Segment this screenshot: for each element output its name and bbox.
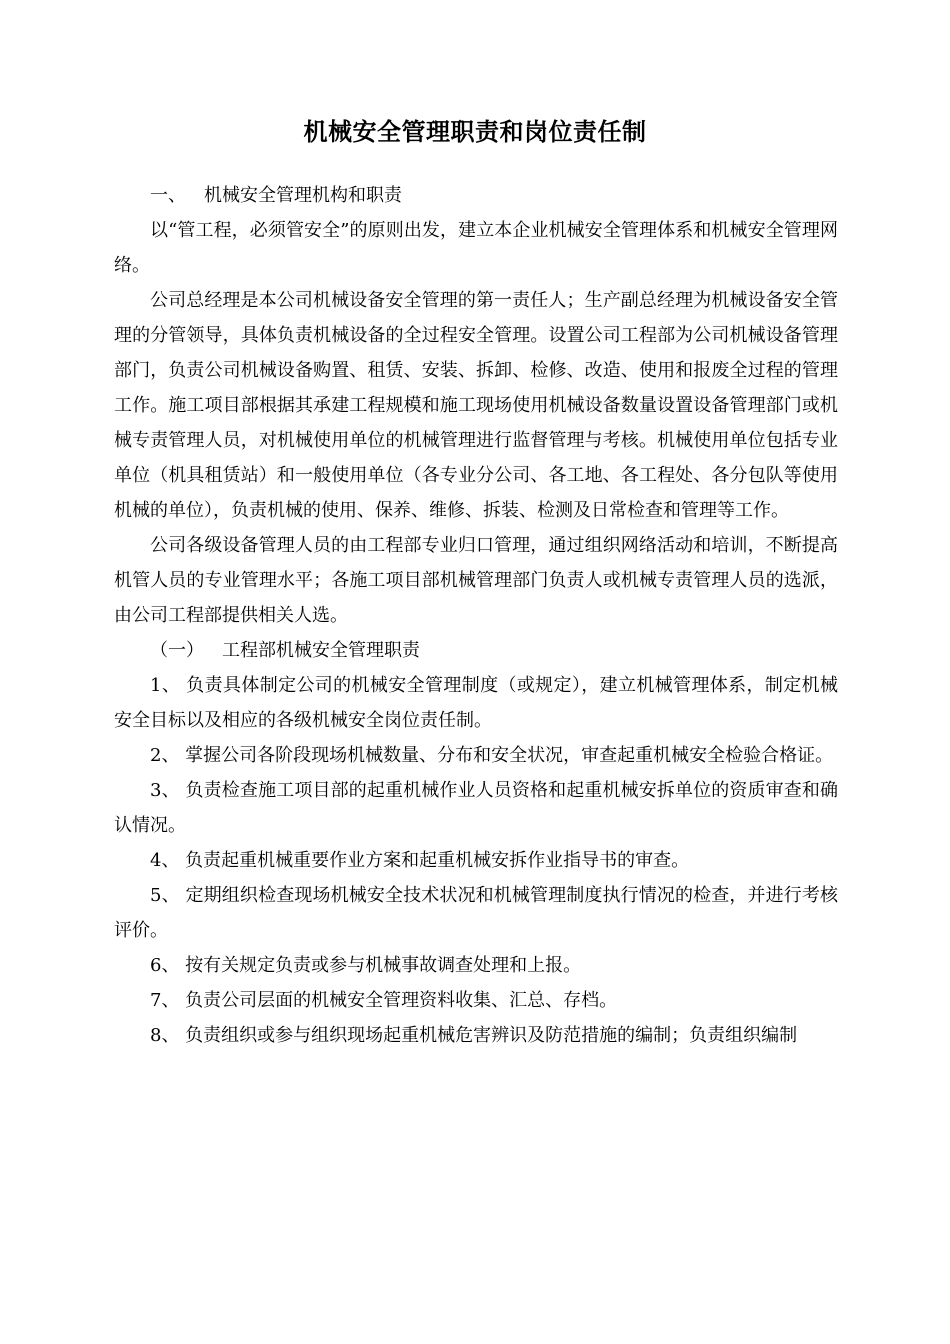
duty-item: 5、 定期组织检查现场机械安全技术状况和机械管理制度执行情况的检查，并进行考核评价。 xyxy=(114,885,838,941)
paragraph: 以“管工程，必须管安全”的原则出发，建立本企业机械安全管理体系和机械安全管理网络。 xyxy=(114,220,838,276)
paragraph: 公司总经理是本公司机械设备安全管理的第一责任人；生产副总经理为机械设备安全管理的分管领导，具体负责机械设备的全过程安全管理。设置公司工程部为公司机械设备管理部门，负责公司机械设备购置、租赁、安装、拆卸、检修、改造、使用和报废全过程的管理工作。施工项目部根据其承建工程规模和施工现场使用机械设备数量设置设备管理部门或机械专责管理人员，对机械使用单位的机械管理进行监督管理与考核。机械使用单位包括专业单位（机具租赁站）和一般使用单位（各专业分公司、各工地、各工程处、各分包队等使用机械的单位），负责机械的使用、保养、维修、拆装、检测及日常检查和管理等工作。 xyxy=(114,290,838,521)
duty-item: 6、 按有关规定负责或参与机械事故调查处理和上报。 xyxy=(150,955,582,976)
section-number: 一、 xyxy=(150,185,186,206)
subsection-number: （一） xyxy=(150,640,204,661)
duty-item: 3、 负责检查施工项目部的起重机械作业人员资格和起重机械安拆单位的资质审查和确认情况。 xyxy=(114,780,838,836)
duty-item: 1、 负责具体制定公司的机械安全管理制度（或规定），建立机械管理体系，制定机械安全目标以及相应的各级机械安全岗位责任制。 xyxy=(114,675,838,731)
subsection-title: 工程部机械安全管理职责 xyxy=(222,640,420,661)
section-title: 机械安全管理机构和职责 xyxy=(204,185,402,206)
duty-item: 2、 掌握公司各阶段现场机械数量、分布和安全状况，审查起重机械安全检验合格证。 xyxy=(150,745,834,766)
paragraph: 公司各级设备管理人员的由工程部专业归口管理，通过组织网络活动和培训，不断提高机管人员的专业管理水平；各施工项目部机械管理部门负责人或机械专责管理人员的选派，由公司工程部提供相关人选。 xyxy=(114,535,838,626)
document-body xyxy=(114,178,838,1053)
duty-item: 7、 负责公司层面的机械安全管理资料收集、汇总、存档。 xyxy=(150,990,618,1011)
duty-item: 8、 负责组织或参与组织现场起重机械危害辨识及防范措施的编制；负责组织编制 xyxy=(150,1025,798,1046)
document-title: 机械安全管理职责和岗位责任制 xyxy=(303,118,647,146)
section-heading xyxy=(114,178,838,213)
subsection-heading xyxy=(114,633,838,668)
duty-item: 4、 负责起重机械重要作业方案和起重机械安拆作业指导书的审查。 xyxy=(150,850,690,871)
